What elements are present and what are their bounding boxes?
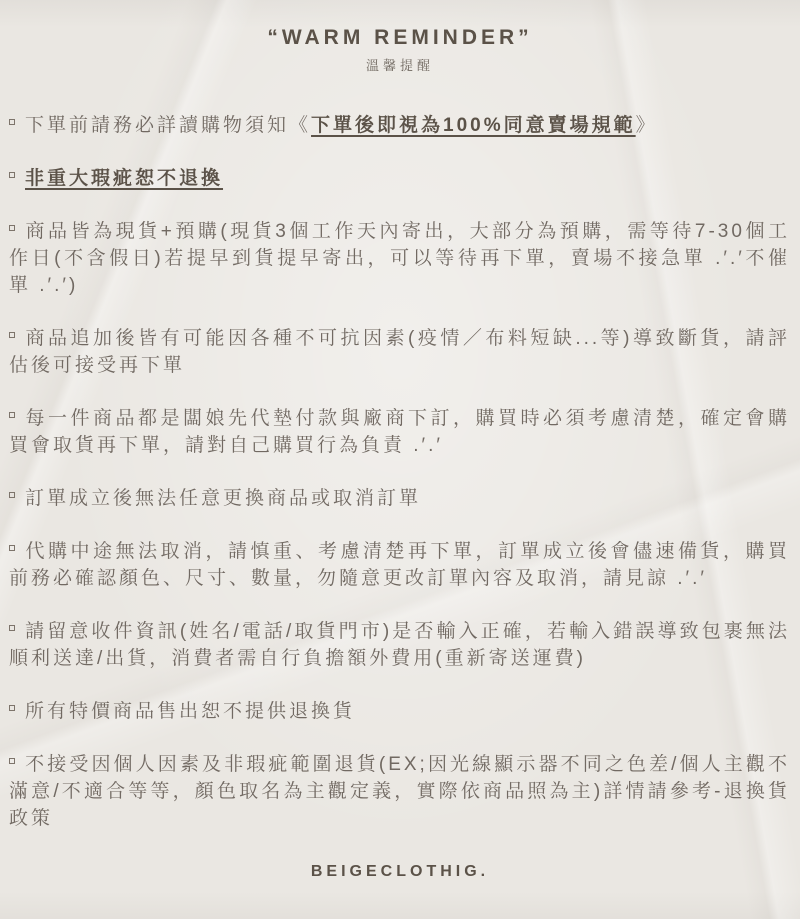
notice-text: 》: [635, 115, 658, 136]
notice-list: [0, 112, 800, 832]
bullet-square-icon: [9, 119, 15, 125]
notice-text: 《: [289, 115, 312, 136]
notice-item: [9, 112, 790, 139]
notice-emphasis-text: 非重大瑕疵恕不退換: [25, 168, 224, 189]
notice-text: 代購中途無法取消，請慎重、考慮清楚再下單，訂單成立後會儘速備貨，購買前務必確認顏色、尺寸、數量，勿隨意更改訂單內容及取消，請見諒 .′.′: [9, 541, 790, 589]
notice-item: [9, 618, 790, 672]
bullet-square-icon: [9, 332, 15, 338]
notice-item: [9, 405, 790, 459]
notice-item: [9, 698, 790, 725]
notice-text: 不接受因個人因素及非瑕疵範圍退貨(EX;因光線顯示器不同之色差/個人主觀不滿意/不適合等等，顏色取名為主觀定義，實際依商品照為主)詳情請參考-退換貨政策: [9, 754, 790, 829]
notice-text: 商品皆為現貨+預購(現貨3個工作天內寄出，大部分為預購，需等待7-30個工作日(不含假日)若提早到貨提早寄出，可以等待再下單，賣場不接急單 .′.′不催單 .′.′): [9, 221, 790, 296]
notice-item: [9, 485, 790, 512]
notice-text: 每一件商品都是闆娘先代墊付款與廠商下訂，購買時必須考慮清楚，確定會購買會取貨再下單，請對自己購買行為負責 .′.′: [9, 408, 790, 456]
bullet-square-icon: [9, 705, 15, 711]
notice-item: [9, 165, 790, 192]
bullet-square-icon: [9, 625, 15, 631]
notice-text: 請留意收件資訊(姓名/電話/取貨門市)是否輸入正確，若輸入錯誤導致包裹無法順利送達/出貨，消費者需自行負擔額外費用(重新寄送運費): [9, 621, 790, 669]
notice-text: 訂單成立後無法任意更換商品或取消訂單: [25, 488, 422, 509]
brand-logo-text: BEIGECLOTHIG.: [310, 863, 490, 880]
notice-item: [9, 325, 790, 379]
notice-header: [0, 0, 800, 75]
notice-text: 商品追加後皆有可能因各種不可抗因素(疫情／布料短缺...等)導致斷貨，請評估後可接受再下單: [9, 328, 790, 376]
bullet-square-icon: [9, 545, 15, 551]
notice-text: 所有特價商品售出恕不提供退換貨: [25, 701, 356, 722]
notice-emphasis-text: 下單後即視為100%同意賣場規範: [311, 115, 636, 136]
notice-item: [9, 751, 790, 832]
notice-item: [9, 218, 790, 299]
bullet-square-icon: [9, 172, 15, 178]
bullet-square-icon: [9, 758, 15, 764]
page-subtitle: 溫馨提醒: [365, 58, 434, 73]
page-title: “WARM REMINDER”: [267, 26, 533, 49]
bullet-square-icon: [9, 225, 15, 231]
notice-footer: [0, 858, 800, 885]
notice-text: 下單前請務必詳讀購物須知: [25, 115, 290, 136]
bullet-square-icon: [9, 412, 15, 418]
bullet-square-icon: [9, 492, 15, 498]
notice-item: [9, 538, 790, 592]
